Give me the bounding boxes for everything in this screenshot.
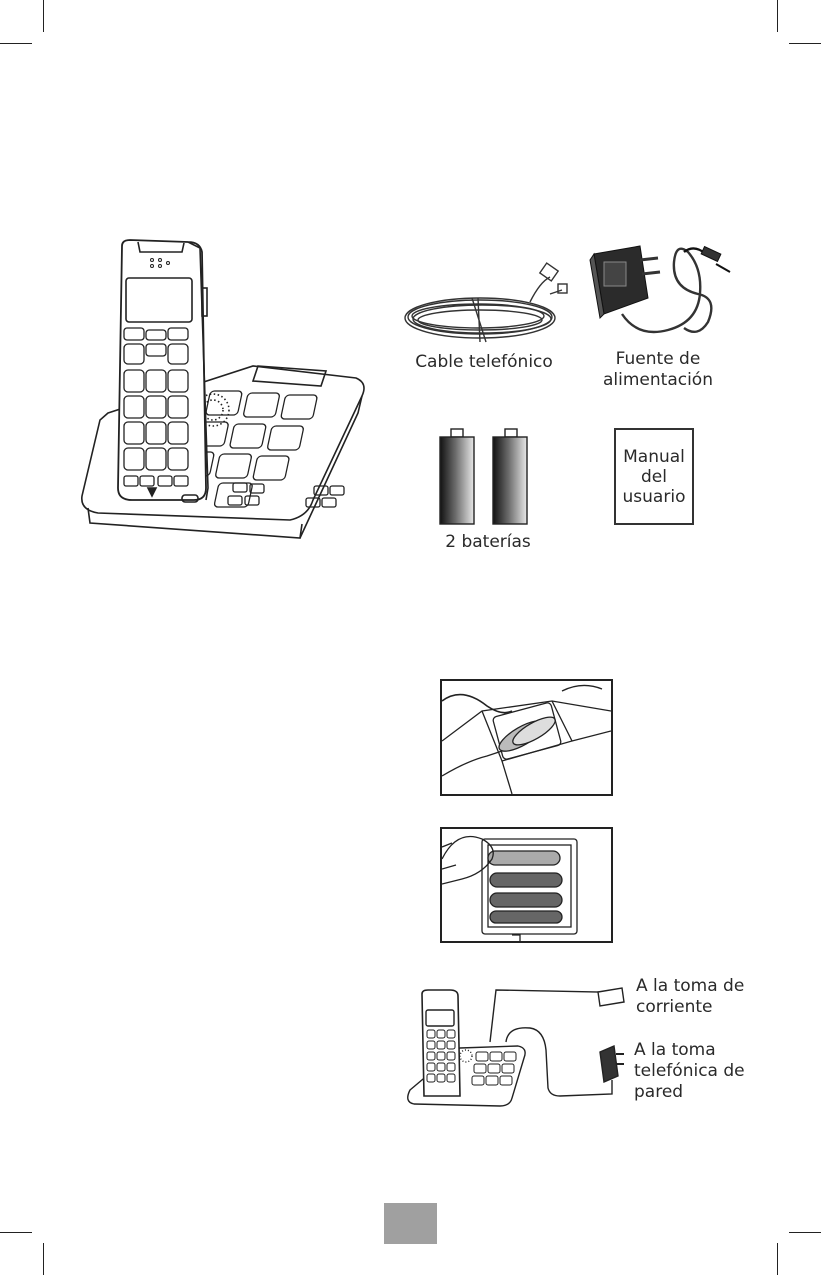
phone-cord-illustration <box>400 262 570 350</box>
power-outlet-label: A la toma de corriente <box>636 976 745 1017</box>
batteries-label: 2 baterías <box>445 532 531 552</box>
cordless-phone-illustration <box>78 238 368 540</box>
page-number-tab <box>384 1203 437 1244</box>
user-manual-label: Manual del usuario <box>614 428 694 525</box>
crop-mark <box>777 1243 778 1275</box>
connection-diagram <box>400 980 640 1112</box>
phone-cord-label: Cable telefónico <box>415 352 553 372</box>
battery-install-photo-1 <box>440 679 613 796</box>
crop-mark <box>777 0 778 32</box>
power-adapter-label: Fuente de alimentación <box>603 349 713 390</box>
battery-install-photo-2 <box>440 827 613 943</box>
crop-mark <box>0 43 32 44</box>
crop-mark <box>43 1243 44 1275</box>
crop-mark <box>789 43 821 44</box>
phone-jack-label: A la toma telefónica de pared <box>634 1040 745 1102</box>
batteries-illustration <box>436 426 532 526</box>
crop-mark <box>0 1232 32 1233</box>
crop-mark <box>43 0 44 32</box>
crop-mark <box>789 1232 821 1233</box>
power-adapter-illustration <box>588 238 736 346</box>
